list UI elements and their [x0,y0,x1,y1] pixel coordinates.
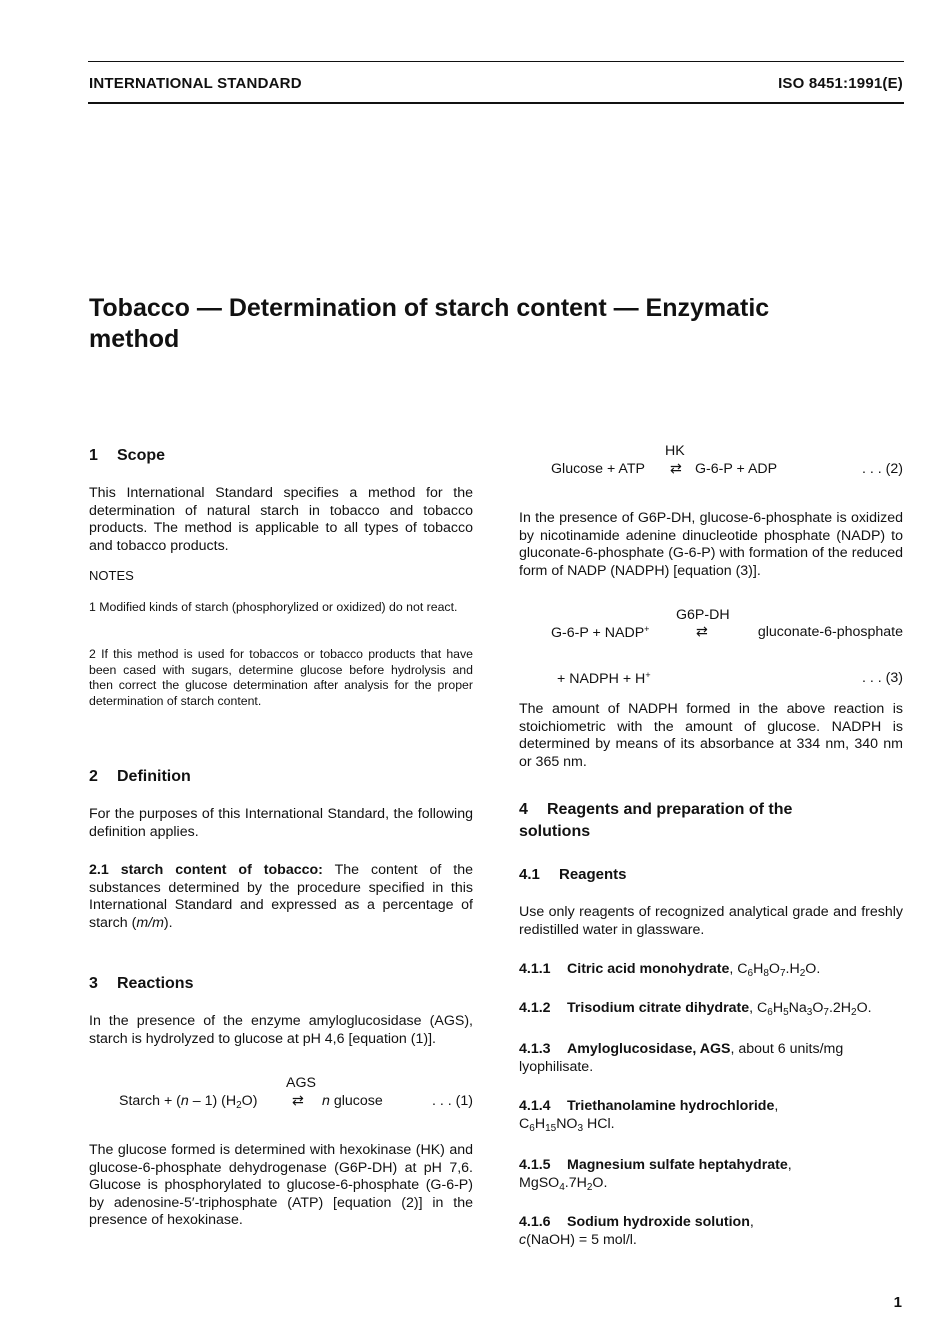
scope-text: This International Standard specifies a method for the determination of natural starch in tobacco and tobacco products. The method is applicable to all types of tobacco and tobacco products. [89,485,473,554]
header-bottom-rule [88,102,904,104]
notes-label: NOTES [89,568,134,583]
formula-part: C [757,1000,768,1016]
definition-text: For the purposes of this International Standard, the following definition applies. [89,806,473,840]
formula-sub: 6 [529,1122,535,1134]
eq3-cont [557,670,651,687]
section-number: 2 [89,768,98,785]
item-number: 2.1 [89,862,109,878]
item-text-2: ). [163,914,173,931]
formula-sub: 3 [577,1122,584,1134]
item-term: starch content of tobacco: [120,862,323,878]
item-name: Magnesium sulfate heptahydrate [567,1157,788,1173]
eq3-right: gluconate-6-phosphate [757,624,903,640]
section-number: 3 [89,975,98,992]
subsection-number: 4.1 [519,866,540,883]
note-1: 1 Modified kinds of starch (phosphorylized or oxidized) do not react. [89,600,458,614]
note-2: 2 If this method is used for tobaccos or tobacco products that have been cased with sugars, determine glucose before hydrolysis and then correct the glucose determination after analysis for the proper determination of starch content. [89,647,473,708]
eq3-ref: . . . (3) [862,670,903,686]
item-text-1: The content of the substances determined by the procedure specified in this International Standard and expressed as a percentage of starch ( [89,862,473,931]
eq1-arrow: ⇄ [292,1093,304,1109]
formula-sub: 4 [559,1181,565,1193]
section-title: Definition [117,768,191,785]
formula-sub: 5 [783,1007,789,1018]
section-number: 1 [89,447,98,464]
eq2-right: G-6-P + ADP [695,461,778,477]
formula-part: .2H [828,1000,852,1016]
eq3-left-text: G-6-P + NADP [551,625,645,641]
item-number: 4.1.6 [519,1214,551,1230]
formula-sub: 15 [545,1122,557,1134]
eq3-plus: + [644,624,650,634]
item-number: 4.1.4 [519,1098,551,1114]
eq2-left: Glucose + ATP [551,461,645,477]
eq1-ref: . . . (1) [432,1093,473,1109]
formula-part: H [534,1115,546,1132]
section-number: 4 [519,801,528,818]
section-title-1: Reagents and preparation of the [547,801,793,818]
formula-part: O [768,961,780,977]
page-number: 1 [893,1294,902,1311]
item-name: Triethanolamine hydrochloride [567,1098,775,1114]
eq3-enzyme: G6P-DH [676,607,730,623]
formula-part: H [753,961,764,977]
item-c: c [519,1231,527,1248]
item-number: 4.1.3 [519,1041,551,1057]
eq1-left-a: Starch + ( [119,1093,181,1109]
formula-part: C [737,961,748,977]
eq3-left [551,624,649,641]
item-number: 4.1.2 [519,1000,551,1016]
item-rest: (NaOH) = 5 mol/l. [526,1231,637,1248]
formula-part: .7H [564,1174,587,1191]
section-title: Reactions [117,975,194,992]
formula-part: H [772,1000,784,1016]
section-title: Scope [117,447,166,464]
formula-part: C [519,1115,530,1132]
page-title-line2: method [89,325,180,353]
formula-part: O [812,1000,824,1016]
eq3-arrow: ⇄ [696,624,708,640]
formula-sub: 2 [799,968,806,979]
formula-sub: 3 [806,1007,813,1018]
item-number: 4.1.1 [519,961,551,977]
eq1-n2: n [322,1093,330,1109]
eq1-enzyme: AGS [286,1075,316,1091]
formula-sub: 8 [763,968,769,979]
formula-part: .H [785,961,800,977]
item-mm: m/m [136,914,164,931]
section-title-2: solutions [519,823,591,840]
eq1-left-c: O) [241,1093,258,1109]
formula-sub: 2 [586,1181,593,1193]
formula-sub: 6 [767,1007,773,1018]
formula-part: NO [556,1115,578,1132]
header-right: ISO 8451:1991(E) [778,75,903,92]
reactions-text-2: The glucose formed is determined with hexokinase (HK) and glucose-6-phosphate dehydrogenase (G6P-DH) at pH 7,6. Glucose is phosphorylated to glucose-6-phosphate (G-6-P) by adenosine-5′-triphosphate (ATP) [equation (2)] in the presence of hexokinase. [89,1142,473,1229]
formula-part: O. [856,1000,872,1016]
item-name: Sodium hydroxide solution [567,1214,750,1230]
formula-part: O. [805,961,821,977]
eq2-arrow: ⇄ [670,461,682,477]
page-title-line1: Tobacco — Determination of starch content — Enzymatic [89,294,770,322]
formula-sub: 7 [823,1007,829,1018]
section-reagents-heading [519,799,903,843]
reagent-item-1: 4.1.1 Citric acid monohydrate, $C_6H_8O_7.H_2O$. [519,961,821,979]
reagent-item-5: 4.1.5 Magnesium sulfate heptahydrate, $MgSO_4.7H_2O$. [519,1157,792,1193]
definition-item [89,862,473,932]
reagents-text: Use only reagents of recognized analytical grade and freshly redistilled water in glassware. [519,904,903,938]
formula-sub: 2 [851,1007,857,1018]
formula-part: MgSO [519,1174,560,1191]
section-reactions-heading [89,973,473,995]
header-top-rule [88,61,904,62]
reagent-item-2: 4.1.2 Trisodium citrate dihydrate, $C_6H_5Na_3O_7.2H_2O$. [519,1000,872,1018]
formula-part: Na [788,1000,807,1016]
eq1-right-text: glucose [329,1093,383,1109]
item-name: Trisodium citrate dihydrate [567,1000,750,1016]
item-name: Amyloglucosidase, AGS [567,1041,731,1057]
formula-sub: 7 [779,968,786,979]
item-number: 4.1.5 [519,1157,551,1173]
reagent-item-3 [519,1041,903,1076]
section-definition-heading [89,766,473,788]
reactions-text-4: The amount of NADPH formed in the above reaction is stoichiometric with the amount of glucose. NADPH is determined by means of its absorbance at 334 nm, 340 nm or 365 nm. [519,701,903,770]
formula-part: HCl. [583,1115,615,1132]
eq2-ref: . . . (2) [862,461,903,477]
page-title [89,293,869,355]
eq1-sub: 2 [236,1100,242,1111]
eq1-left-b: – 1) (H [188,1093,237,1109]
formula-sub: 6 [747,968,754,979]
header-left: INTERNATIONAL STANDARD [89,75,302,92]
item-rest: , about 6 units/mg [730,1041,844,1057]
reagent-item-6: 4.1.6 Sodium hydroxide solution, c(NaOH) = 5 mol/l. [519,1214,754,1248]
subsection-title: Reagents [559,866,627,883]
eq1-right [322,1093,383,1109]
reagent-item-4: 4.1.4 Triethanolamine hydrochloride, $C_6H_{15}NO_3$ HCl. [519,1098,779,1134]
item-name: Citric acid monohydrate [567,961,730,977]
formula-part: O. [592,1174,608,1191]
subsection-reagents-heading [519,866,627,883]
reactions-text-1: In the presence of the enzyme amyloglucosidase (AGS), starch is hydrolyzed to glucose at pH 4,6 [equation (1)]. [89,1013,473,1047]
section-scope-heading [89,445,473,467]
reactions-text-3: In the presence of G6P-DH, glucose-6-phosphate is oxidized by nicotinamide adenine dinucleotide phosphate (NADP) to gluconate-6-phosphate (G-6-P) with formation of the reduced form of NADP (NADPH) [equation (3)]. [519,510,903,579]
item-line2: lyophilisate. [519,1058,594,1075]
eq1-n1: n [180,1093,189,1109]
equation-1 [119,1093,257,1111]
eq3-cont-text: + NADPH + H [557,671,646,687]
eq2-enzyme: HK [665,443,685,459]
eq3-cont-plus: + [645,670,651,680]
